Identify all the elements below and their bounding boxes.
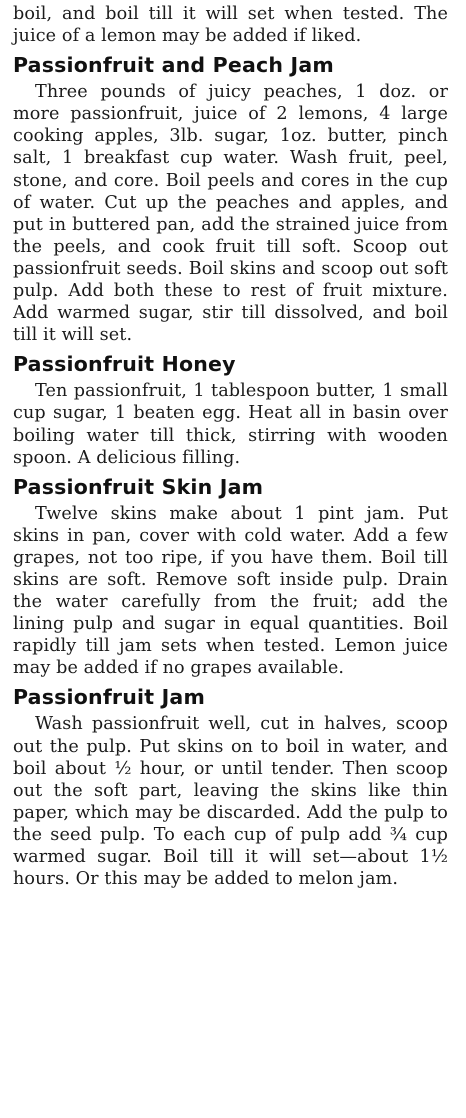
recipe-title: Passionfruit Jam <box>13 685 206 710</box>
recipe-body: Three pounds of juicy peaches, 1 doz. or more passionfruit, juice of 2 lemons, 4 large cooking apples, 3lb. sugar, 1oz. butter, pinch salt, 1 breakfast cup water. Wash fruit, peel, stone, and core. Boil peels and cores in the cup of water. Cut up the peaches and apples, and put in buttered pan, add the strained juice from the peels, and cook fruit till soft. Scoop out passionfruit seeds. Boil skins and scoop out soft pulp. Add both these to rest of fruit mixture. Add warmed sugar, stir till dissolved, and boil till it will set. <box>13 82 448 346</box>
recipe-title: Passionfruit Honey <box>13 352 236 377</box>
recipe-body: Twelve skins make about 1 pint jam. Put skins in pan, cover with cold water. Add a few grapes, not too ripe, if you have them. Boil till skins are soft. Remove soft inside pulp. Drain the water carefully from the fruit; add the lining pulp and sugar in equal quantities. Boil rapidly till jam sets when tested. Lemon juice may be added if no grapes available. <box>13 503 448 679</box>
recipe-body: Wash passionfruit well, cut in halves, scoop out the pulp. Put skins on to boil in water, and boil about ½ hour, or until tender. Then scoop out the soft part, leaving the skins like thin paper, which may be discarded. Add the pulp to the seed pulp. To each cup of pulp add ¾ cup warmed sugar. Boil till it will set—about 1½ hours. Or this may be added to melon jam. <box>13 714 448 890</box>
recipe-passionfruit-honey <box>13 351 448 468</box>
recipe-passionfruit-skin-jam <box>13 474 448 680</box>
recipe-body: Ten passionfruit, 1 tablespoon butter, 1 small cup sugar, 1 beaten egg. Heat all in basin over boiling water till thick, stirring with wooden spoon. A delicious filling. <box>13 381 448 468</box>
continued-paragraph: boil, and boil till it will set when tested. The juice of a lemon may be added if liked. <box>13 4 448 47</box>
recipe-title: Passionfruit and Peach Jam <box>13 53 334 78</box>
recipe-passionfruit-jam <box>13 684 448 890</box>
recipe-passionfruit-peach-jam <box>13 52 448 346</box>
recipe-title: Passionfruit Skin Jam <box>13 474 264 499</box>
